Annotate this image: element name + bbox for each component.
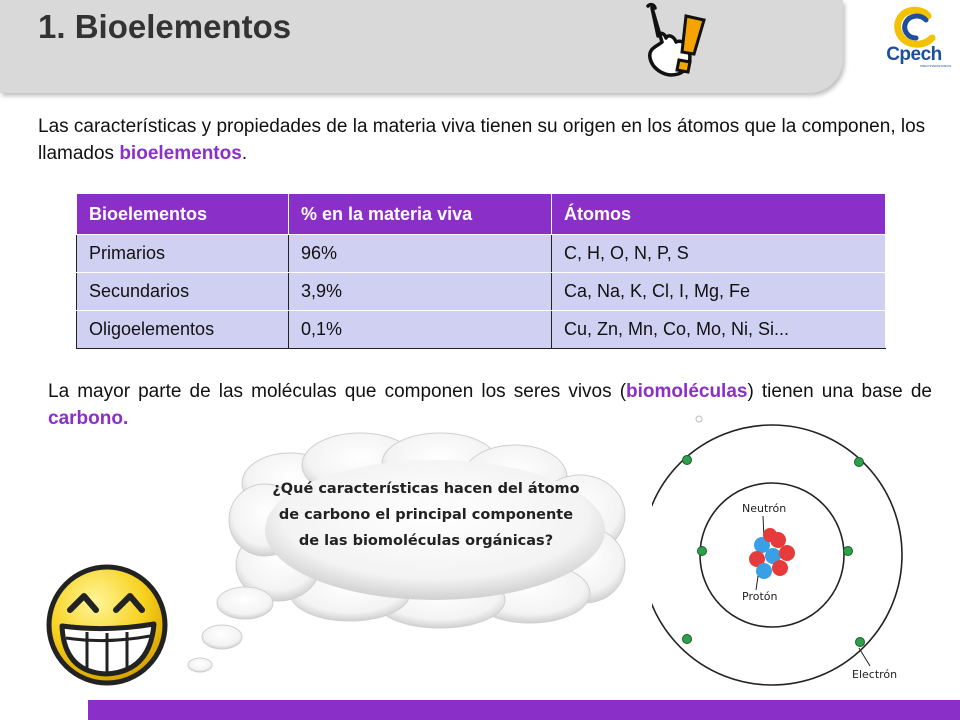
- table-cell: Secundarios: [77, 273, 289, 311]
- para2-highlight-biomolecules: biomoléculas: [626, 381, 748, 402]
- table-cell: Primarios: [77, 235, 289, 273]
- laughing-smiley-icon: [42, 562, 172, 688]
- intro-paragraph: [38, 113, 928, 167]
- para2-text: La mayor parte de las moléculas que componen los seres vivos (: [48, 381, 627, 402]
- intro-text-end: .: [241, 143, 248, 164]
- table-header: % en la materia viva: [289, 194, 552, 235]
- thought-line: de carbono el principal componente: [278, 507, 574, 523]
- intro-highlight: bioelementos: [119, 143, 242, 164]
- atom-diagram: [652, 410, 932, 700]
- electron-label: Electrón: [852, 668, 898, 681]
- cpech-logo: [880, 6, 952, 72]
- bioelements-table: [76, 193, 886, 349]
- table-cell: C, H, O, N, P, S: [552, 235, 886, 273]
- logo-word: Cpech: [886, 44, 942, 65]
- neutron-label: Neutrón: [742, 502, 787, 515]
- table-row: [77, 235, 886, 273]
- para2-highlight-carbon: carbono.: [48, 408, 129, 429]
- thought-line: ¿Qué características hacen del átomo: [272, 481, 580, 497]
- bottom-accent-bar: [88, 700, 960, 720]
- table-cell: 3,9%: [289, 273, 552, 311]
- thought-question: [256, 476, 596, 554]
- table-header-row: [77, 194, 886, 235]
- table-cell: 0,1%: [289, 311, 552, 349]
- table-cell: Ca, Na, K, Cl, I, Mg, Fe: [552, 273, 886, 311]
- table-header: Átomos: [552, 194, 886, 235]
- pointing-hand-exclamation-icon: [638, 2, 710, 84]
- cpech-logo-mark: [880, 6, 948, 48]
- table-row: [77, 273, 886, 311]
- logo-subtext: PREUNIVERSITARIOS: [920, 64, 952, 68]
- intro-text: Las características y propiedades de la materia viva tienen su origen en los átomos que la componen, los llamados: [38, 116, 926, 164]
- para2-text-2: ) tienen una base de: [747, 381, 932, 402]
- proton-label: Protón: [742, 590, 778, 603]
- table-cell: Oligoelementos: [77, 311, 289, 349]
- table-header: Bioelementos: [77, 194, 289, 235]
- thought-line: de las biomoléculas orgánicas?: [298, 533, 554, 549]
- table-cell: 96%: [289, 235, 552, 273]
- table-row: [77, 311, 886, 349]
- page-title: 1. Bioelementos: [38, 8, 292, 45]
- title-bar: [0, 0, 843, 93]
- table-cell: Cu, Zn, Mn, Co, Mo, Ni, Si...: [552, 311, 886, 349]
